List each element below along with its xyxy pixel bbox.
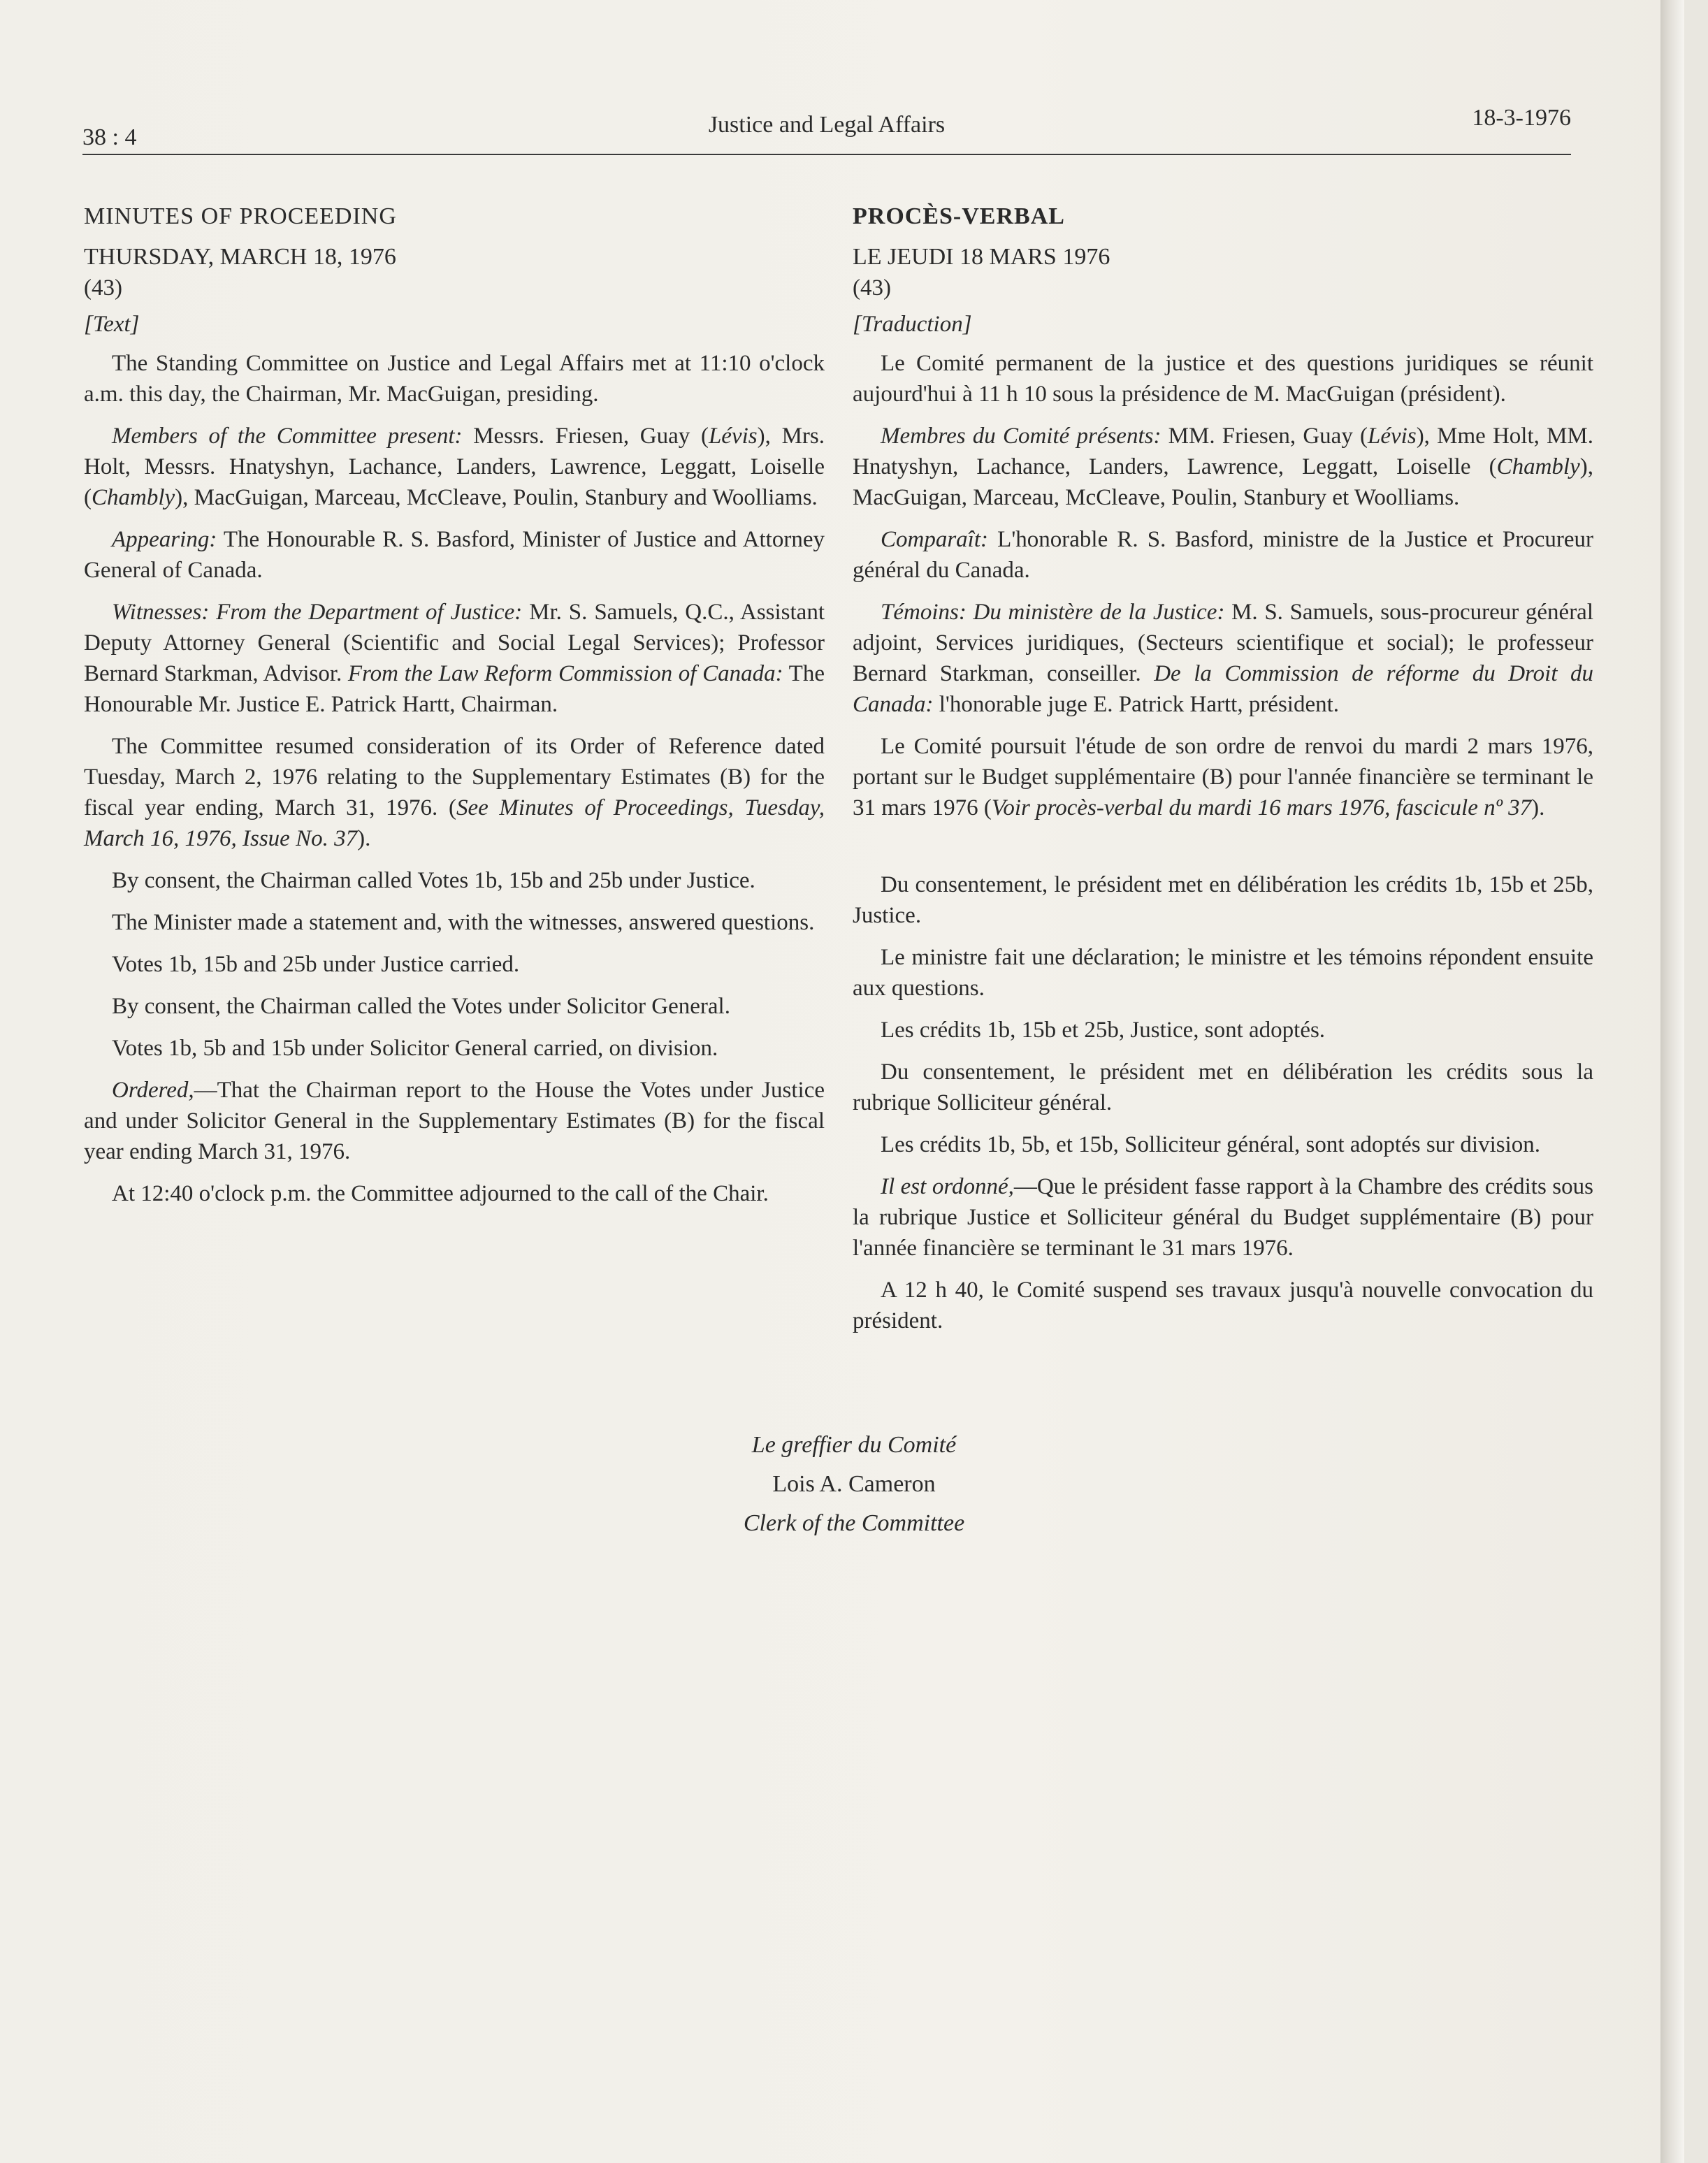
- comparait-text: L'honorable R. S. Basford, ministre de la Justice et Procureur général du Canada.: [853, 527, 1593, 583]
- commission-fr-label: De la Commission de réforme du Droit du Canada:: [853, 661, 1593, 717]
- english-ordered-paragraph: [84, 1075, 825, 1167]
- clerk-title-english: Clerk of the Committee: [743, 1510, 965, 1536]
- page-edge: [1660, 0, 1684, 2163]
- english-members-paragraph: [84, 421, 825, 513]
- members-text-b: ), Mrs. Holt, Messrs. Hnatyshyn, Lachance, Landers, Lawrence, Leggatt, Loiselle (: [84, 424, 825, 510]
- ordonne-label: Il est ordonné,: [881, 1174, 1014, 1199]
- membres-text-c: ), MacGuigan, Marceau, McCleave, Poulin, Stanbury et Woolliams.: [853, 454, 1593, 510]
- members-riding-chambly: Chambly: [92, 485, 175, 510]
- english-votes-called: By consent, the Chairman called Votes 1b, 15b and 25b under Justice.: [112, 868, 755, 893]
- membres-text-a: MM. Friesen, Guay (: [1161, 424, 1368, 449]
- french-statement: Le ministre fait une déclaration; le ministre et les témoins répondent ensuite aux questions.: [853, 945, 1593, 1001]
- appearing-label: Appearing:: [112, 527, 217, 552]
- ordered-label: Ordered,: [112, 1078, 194, 1103]
- french-adjournment: A 12 h 40, le Comité suspend ses travaux jusqu'à nouvelle convocation du président.: [853, 1278, 1593, 1333]
- french-note: [Traduction]: [853, 312, 972, 337]
- french-renvoi-paragraph: [853, 731, 1593, 823]
- renvoi-text: Le Comité poursuit l'étude de son ordre de renvoi du mardi 2 mars 1976, portant sur le Budget supplémentaire (B) pour l'année financière se terminant le 31 mars 1976 (: [853, 734, 1593, 820]
- membres-label: Membres du Comité présents:: [881, 424, 1161, 449]
- english-appearing-paragraph: [84, 524, 825, 586]
- english-solicitor-carried: Votes 1b, 5b and 15b under Solicitor General carried, on division.: [112, 1036, 718, 1061]
- french-votes-called: Du consentement, le président met en délibération les crédits 1b, 15b et 25b, Justice.: [853, 872, 1593, 928]
- comparait-label: Comparaît:: [881, 527, 989, 552]
- reference-end: ).: [357, 826, 371, 851]
- reference-text: The Committee resumed consideration of its Order of Reference dated Tuesday, March 2, 1976 relating to the Supplementary Estimates (B) for the fiscal year ending, March 31, 1976. (: [84, 734, 825, 820]
- french-votes-carried: Les crédits 1b, 15b et 25b, Justice, sont adoptés.: [881, 1018, 1326, 1043]
- clerk-title-french: Le greffier du Comité: [751, 1432, 957, 1458]
- french-ordered-paragraph: [853, 1171, 1593, 1264]
- renvoi-citation: Voir procès-verbal du mardi 16 mars 1976, fascicule nº 37: [991, 795, 1532, 820]
- commission-fr-text: l'honorable juge E. Patrick Hartt, président.: [933, 692, 1340, 717]
- english-reference-paragraph: [84, 731, 825, 854]
- english-heading: MINUTES OF PROCEEDING: [84, 203, 397, 229]
- english-witnesses-paragraph: [84, 597, 825, 720]
- french-opening-paragraph: Le Comité permanent de la justice et des questions juridiques se réunit aujourd'hui à 11 h 10 sous la présidence de M. MacGuigan (président).: [853, 351, 1593, 407]
- english-note: [Text]: [84, 312, 140, 337]
- witnesses-label: Witnesses: From the Department of Justice:: [112, 600, 523, 625]
- english-date: THURSDAY, MARCH 18, 1976: [84, 244, 396, 270]
- members-label: Members of the Committee present:: [112, 424, 463, 449]
- english-votes-carried: Votes 1b, 15b and 25b under Justice carried.: [112, 952, 520, 977]
- membres-riding-chambly: Chambly: [1496, 454, 1580, 479]
- french-solicitor-carried: Les crédits 1b, 5b, et 15b, Solliciteur général, sont adoptés sur division.: [881, 1132, 1540, 1157]
- appearing-text: The Honourable R. S. Basford, Minister of Justice and Attorney General of Canada.: [84, 527, 825, 583]
- members-riding-levis: Lévis: [708, 424, 758, 449]
- french-heading: PROCÈS-VERBAL: [853, 203, 1065, 229]
- members-text-a: Messrs. Friesen, Guay (: [462, 424, 709, 449]
- page-number: 38 : 4: [82, 124, 137, 150]
- ordonne-text: —Que le président fasse rapport à la Chambre des crédits sous la rubrique Justice et Solliciteur général du Budget supplémentaire (B) pour l'année financière se terminant le 31 mars 1976.: [853, 1174, 1593, 1261]
- english-number: (43): [84, 275, 122, 301]
- clerk-signature-block: [0, 1426, 1708, 1543]
- english-statement: The Minister made a statement and, with the witnesses, answered questions.: [112, 910, 815, 935]
- french-column: [853, 196, 1593, 1347]
- ordered-text: —That the Chairman report to the House the Votes under Justice and under Solicitor General in the Supplementary Estimates (B) for the fiscal year ending March 31, 1976.: [84, 1078, 825, 1164]
- french-number: (43): [853, 275, 891, 301]
- commission-label: From the Law Reform Commission of Canada:: [347, 661, 783, 686]
- members-text-c: ), MacGuigan, Marceau, McCleave, Poulin, Stanbury and Woolliams.: [175, 485, 818, 510]
- french-temoins-paragraph: [853, 597, 1593, 720]
- witnesses-text: Mr. S. Samuels, Q.C., Assistant Deputy Attorney General (Scientific and Social Legal Services); Professor Bernard Starkman, Advisor.: [84, 600, 825, 686]
- commission-text: The Honourable Mr. Justice E. Patrick Hartt, Chairman.: [84, 661, 825, 717]
- reference-citation: See Minutes of Proceedings, Tuesday, March 16, 1976, Issue No. 37: [84, 795, 825, 851]
- membres-riding-levis: Lévis: [1368, 424, 1417, 449]
- spacer: [853, 834, 1593, 869]
- temoins-label: Témoins: Du ministère de la Justice:: [881, 600, 1225, 625]
- french-members-paragraph: [853, 421, 1593, 513]
- english-adjournment: At 12:40 o'clock p.m. the Committee adjourned to the call of the Chair.: [112, 1181, 769, 1206]
- english-column: [84, 196, 825, 1220]
- header-title: Justice and Legal Affairs: [708, 112, 946, 138]
- french-comparait-paragraph: [853, 524, 1593, 586]
- renvoi-end: ).: [1531, 795, 1545, 820]
- french-solicitor-called: Du consentement, le président met en délibération les crédits sous la rubrique Solliciteur général.: [853, 1059, 1593, 1115]
- french-date: LE JEUDI 18 MARS 1976: [853, 244, 1110, 270]
- english-solicitor-called: By consent, the Chairman called the Votes under Solicitor General.: [112, 994, 730, 1019]
- clerk-name: Lois A. Cameron: [772, 1471, 936, 1497]
- running-header: [82, 105, 1571, 155]
- membres-text-b: ), Mme Holt, MM. Hnatyshyn, Lachance, Landers, Lawrence, Leggatt, Loiselle (: [853, 424, 1593, 479]
- english-opening-paragraph: The Standing Committee on Justice and Legal Affairs met at 11:10 o'clock a.m. this day, the Chairman, Mr. MacGuigan, presiding.: [84, 351, 825, 407]
- header-date: 18-3-1976: [1472, 105, 1571, 131]
- temoins-text: M. S. Samuels, sous-procureur général adjoint, Services juridiques, (Secteurs scientifique et social); le professeur Bernard Starkman, conseiller.: [853, 600, 1593, 686]
